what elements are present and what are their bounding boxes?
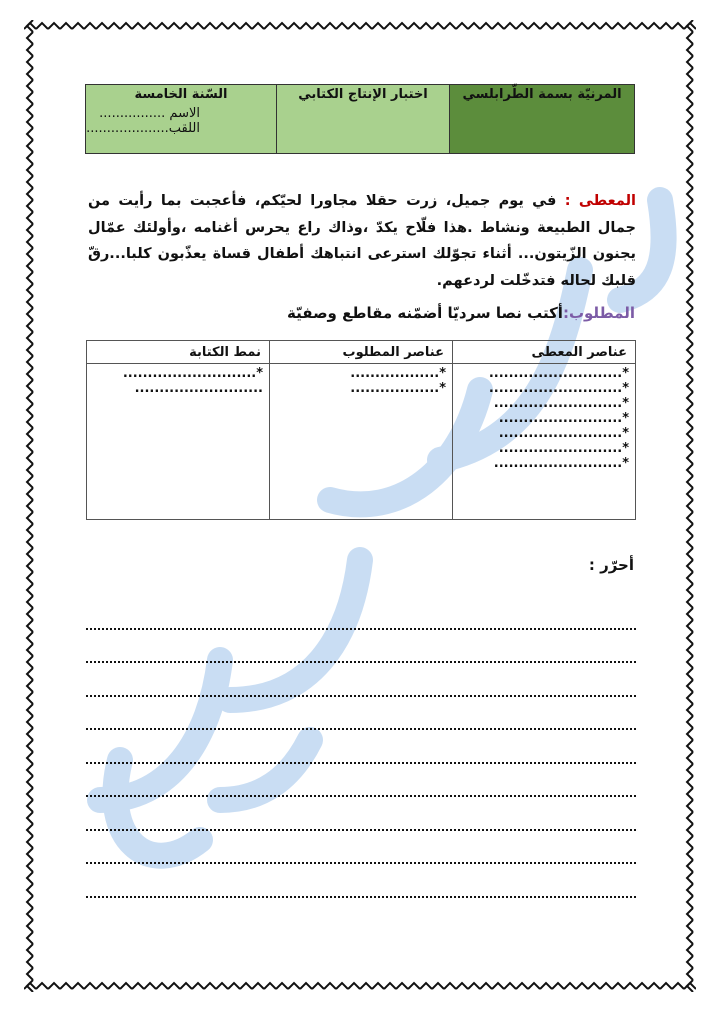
header-table bbox=[85, 84, 635, 154]
task-elements-cell[interactable] bbox=[270, 364, 453, 520]
given-label-red: المعطى : bbox=[564, 193, 636, 209]
elements-table bbox=[86, 340, 636, 520]
writing-style-cell[interactable] bbox=[87, 364, 270, 520]
header-given-elements: عناصر المعطى bbox=[453, 341, 636, 364]
writing-line[interactable] bbox=[86, 630, 636, 664]
school-name-cell: المرنيّة بسمة الطّرابلسي bbox=[450, 85, 635, 154]
grade-label: السّنة الخامسة bbox=[134, 87, 228, 102]
writing-line[interactable] bbox=[86, 797, 636, 831]
given-row: *......................... bbox=[498, 426, 629, 441]
writing-line[interactable] bbox=[86, 663, 636, 697]
surname-field: اللقب.................... bbox=[86, 121, 200, 136]
given-row: *......................... bbox=[498, 441, 629, 456]
writing-area[interactable] bbox=[86, 596, 636, 898]
given-text: في يوم جميل، زرت حقلا مجاورا لحيّكم، فأعجبت بما رأيت من جمال الطبيعة ونشاط .هذا فلّاح يكدّ ،وذاك راع يحرس أغنامه ،وأولئك عمّال يجنون الزّيتون... أثناء تجوّلك استرعى انتباهك أطفال قساة يعذّبون كلبا...رقّ قلبك لحاله فتدخّلت لردعهم. bbox=[88, 193, 636, 289]
free-writing-label: أحرّر : bbox=[588, 556, 634, 574]
given-row: *.......................... bbox=[493, 396, 629, 411]
writing-line[interactable] bbox=[86, 596, 636, 630]
student-info-cell bbox=[86, 85, 277, 154]
task-text: أكتب نصا سرديّا أضمّنه مقاطع وصفيّة bbox=[287, 304, 563, 322]
writing-line[interactable] bbox=[86, 764, 636, 798]
task-label: المطلوب: bbox=[562, 304, 635, 322]
test-title-cell: اختبار الإنتاج الكتابي bbox=[277, 85, 450, 154]
header-task-elements: عناصر المطلوب bbox=[270, 341, 453, 364]
task-row: *.................. bbox=[350, 366, 446, 381]
writing-line[interactable] bbox=[86, 831, 636, 865]
task-statement bbox=[275, 304, 635, 322]
style-row: .......................... bbox=[134, 381, 263, 396]
name-field: الاسم ................ bbox=[99, 106, 200, 121]
given-paragraph bbox=[88, 188, 636, 294]
header-writing-style: نمط الكتابة bbox=[87, 341, 270, 364]
writing-line[interactable] bbox=[86, 697, 636, 731]
task-row: *.................. bbox=[350, 381, 446, 396]
writing-line[interactable] bbox=[86, 864, 636, 898]
given-row: *......................... bbox=[498, 411, 629, 426]
writing-line[interactable] bbox=[86, 730, 636, 764]
given-row: *........................... bbox=[488, 381, 629, 396]
given-row: *........................... bbox=[488, 366, 629, 381]
style-row: *........................... bbox=[122, 366, 263, 381]
given-row: *.......................... bbox=[493, 456, 629, 471]
given-elements-cell[interactable] bbox=[453, 364, 636, 520]
